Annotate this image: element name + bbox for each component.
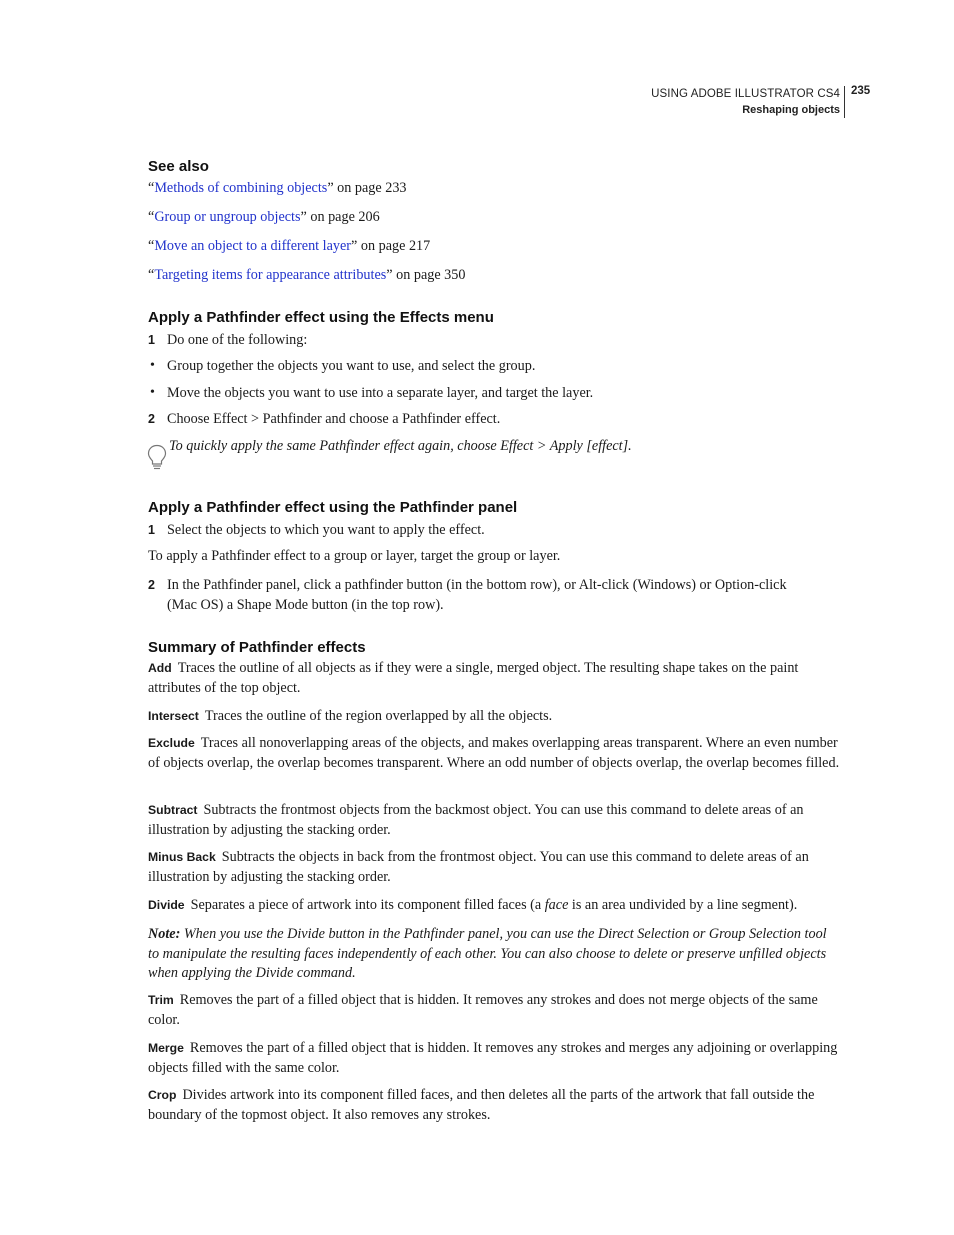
term: Add [148, 661, 172, 675]
definition-minus-back [148, 848, 840, 887]
bullet-text: Move the objects you want to use into a separate layer, and target the layer. [167, 385, 594, 401]
see-also-item [148, 179, 840, 199]
step-number: 1 [148, 333, 155, 347]
open-quote: “ [148, 209, 155, 225]
tip-text: To quickly apply the same Pathfinder effect again, choose Effect > Apply [effect]. [169, 438, 632, 454]
header-title: USING ADOBE ILLUSTRATOR CS4 [651, 88, 840, 100]
definition: Separates a piece of artwork into its component filled faces (a [190, 897, 545, 913]
definition-trim [148, 991, 840, 1030]
term: Subtract [148, 803, 198, 817]
page-ref: ” on page 350 [386, 267, 466, 283]
note-label: Note: [148, 926, 181, 942]
definition-subtract [148, 801, 840, 840]
section-heading-effects-menu: Apply a Pathfinder effect using the Effects menu [148, 309, 494, 326]
see-also-item [148, 237, 840, 257]
definition: Removes the part of a filled object that is hidden. It removes any strokes and merges any adjoining or overlapping objects filled with the same color. [148, 1040, 838, 1076]
term: Merge [148, 1041, 184, 1055]
link-methods-of-combining[interactable]: Methods of combining objects [154, 180, 328, 196]
definition: Traces all nonoverlapping areas of the objects, and makes overlapping areas transparent. Where an even number of objects overlap, the overlap becomes transparent. Where an odd number of objects overlap, the overlap becomes filled. [148, 735, 840, 771]
see-also-item [148, 208, 840, 228]
step-text: Choose Effect > Pathfinder and choose a Pathfinder effect. [167, 411, 501, 427]
header-subtitle: Reshaping objects [742, 104, 840, 116]
lightbulb-tip-icon [146, 444, 168, 470]
bullet-text: Group together the objects you want to use, and select the group. [167, 358, 536, 374]
open-quote: “ [148, 180, 155, 196]
step-text-line: In the Pathfinder panel, click a pathfinder button (in the bottom row), or Alt-click (Windows) or Option-click [167, 577, 787, 593]
definition-emphasis: face [544, 897, 569, 913]
bullet: • [150, 358, 155, 373]
definition-add [148, 659, 840, 698]
definition-exclude [148, 734, 840, 773]
term: Crop [148, 1088, 177, 1102]
step-text-line: (Mac OS) a Shape Mode button (in the top row). [167, 597, 444, 613]
step-text: Select the objects to which you want to apply the effect. [167, 522, 485, 538]
link-move-to-layer[interactable]: Move an object to a different layer [154, 238, 352, 254]
see-also-heading: See also [148, 158, 209, 175]
step-text: Do one of the following: [167, 332, 308, 348]
definition: Removes the part of a filled object that is hidden. It removes any strokes and does not merge objects of the same color. [148, 992, 818, 1028]
page-number: 235 [851, 85, 871, 97]
link-targeting-items[interactable]: Targeting items for appearance attributes [154, 267, 387, 283]
definition: Subtracts the objects in back from the frontmost object. You can use this command to delete areas of an illustration by adjusting the stacking order. [148, 849, 809, 885]
definition-divide [148, 896, 840, 916]
step-number: 2 [148, 412, 155, 426]
term: Trim [148, 993, 174, 1007]
definition-intersect [148, 707, 840, 727]
page-ref: ” on page 217 [351, 238, 431, 254]
definition: Subtracts the frontmost objects from the backmost object. You can use this command to delete areas of an illustration by adjusting the stacking order. [148, 802, 804, 838]
page-ref: ” on page 206 [300, 209, 380, 225]
term: Exclude [148, 736, 195, 750]
header-divider [844, 86, 845, 118]
page-ref: ” on page 233 [327, 180, 407, 196]
term: Divide [148, 898, 185, 912]
definition: is an area undivided by a line segment). [568, 897, 798, 913]
paragraph: To apply a Pathfinder effect to a group or layer, target the group or layer. [148, 548, 561, 564]
definition-merge [148, 1039, 840, 1078]
see-also-item [148, 266, 840, 286]
definition: Traces the outline of all objects as if they were a single, merged object. The resulting shape takes on the paint attributes of the top object. [148, 660, 799, 696]
open-quote: “ [148, 267, 155, 283]
definition-crop [148, 1086, 840, 1125]
bullet: • [150, 385, 155, 400]
section-heading-summary: Summary of Pathfinder effects [148, 639, 366, 656]
open-quote: “ [148, 238, 155, 254]
section-heading-pathfinder-panel: Apply a Pathfinder effect using the Pathfinder panel [148, 499, 518, 516]
step-number: 2 [148, 578, 155, 592]
definition: Traces the outline of the region overlapped by all the objects. [204, 708, 553, 724]
definition: Divides artwork into its component filled faces, and then deletes all the parts of the artwork that fall outside the boundary of the topmost object. It also removes any strokes. [148, 1087, 815, 1123]
running-header [651, 86, 840, 118]
note [148, 925, 840, 984]
link-group-or-ungroup[interactable]: Group or ungroup objects [154, 209, 301, 225]
term: Intersect [148, 709, 199, 723]
step-number: 1 [148, 523, 155, 537]
note-text: When you use the Divide button in the Pathfinder panel, you can use the Direct Selection or Group Selection tool to manipulate the resulting faces independently of each other. You can also choose to delete or preserve unfilled objects when applying the Divide command. [148, 926, 827, 982]
term: Minus Back [148, 850, 216, 864]
